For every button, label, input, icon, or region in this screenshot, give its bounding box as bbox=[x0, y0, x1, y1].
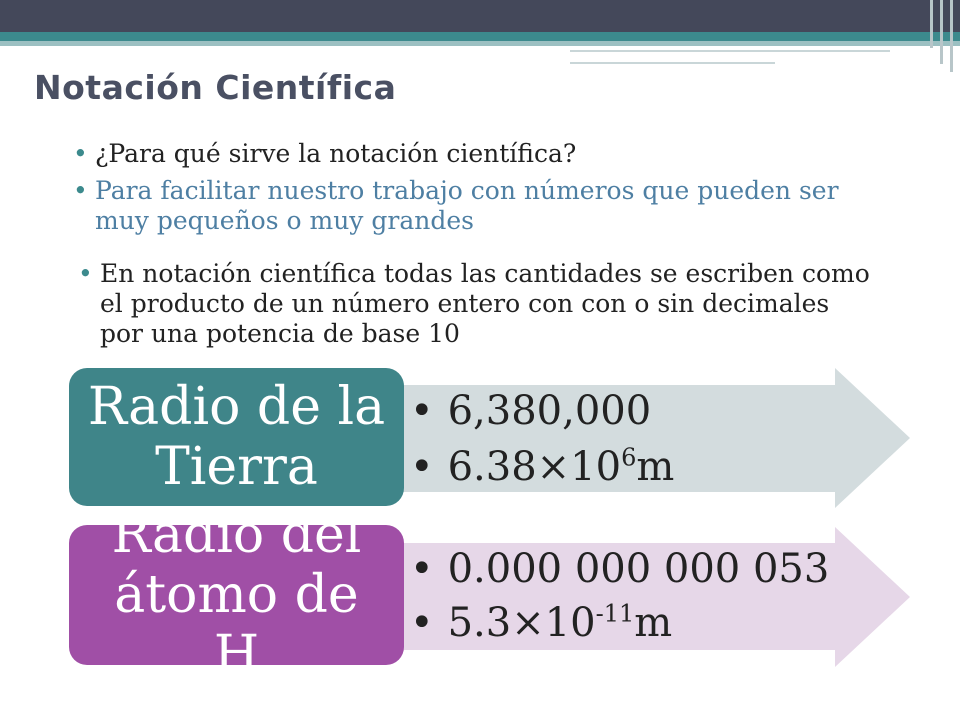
bullet-dot: • bbox=[73, 176, 88, 205]
value-text: 6,380,000 bbox=[447, 388, 652, 434]
hydrogen-value-decimal bbox=[410, 546, 829, 592]
slide-title: Notación Científica bbox=[34, 68, 397, 107]
bullet-dot: • bbox=[410, 388, 434, 434]
bullet-dot: • bbox=[410, 546, 434, 592]
bullet-dot: • bbox=[410, 444, 434, 490]
value-unit: m bbox=[634, 600, 673, 646]
value-text: 0.000 000 000 053 bbox=[447, 546, 830, 592]
label-text: Radio de la Tierra bbox=[87, 377, 386, 497]
value-base: 6.38×10 bbox=[447, 444, 622, 490]
label-hydrogen-radius bbox=[69, 505, 404, 685]
value-exponent: 6 bbox=[621, 443, 637, 472]
earth-value-decimal bbox=[410, 388, 651, 434]
hydrogen-value-scientific bbox=[410, 600, 672, 646]
label-earth-radius bbox=[69, 368, 404, 506]
bullet-text: En notación científica todas las cantidades se escriben como el producto de un número entero con con o sin decimales por una potencia de base 10 bbox=[100, 259, 870, 348]
bullet-text: ¿Para qué sirve la notación científica? bbox=[95, 139, 577, 168]
bullet-text: Para facilitar nuestro trabajo con números que pueden ser muy pequeños o muy grandes bbox=[95, 176, 839, 235]
earth-value-scientific bbox=[410, 444, 674, 490]
value-exponent: -11 bbox=[595, 599, 635, 628]
value-base: 5.3×10 bbox=[447, 600, 596, 646]
bullet-dot: • bbox=[78, 259, 93, 288]
bullet-dot: • bbox=[73, 139, 88, 168]
bullet-dot: • bbox=[410, 600, 434, 646]
label-text: Radio del átomo de H bbox=[111, 505, 362, 685]
value-unit: m bbox=[636, 444, 675, 490]
